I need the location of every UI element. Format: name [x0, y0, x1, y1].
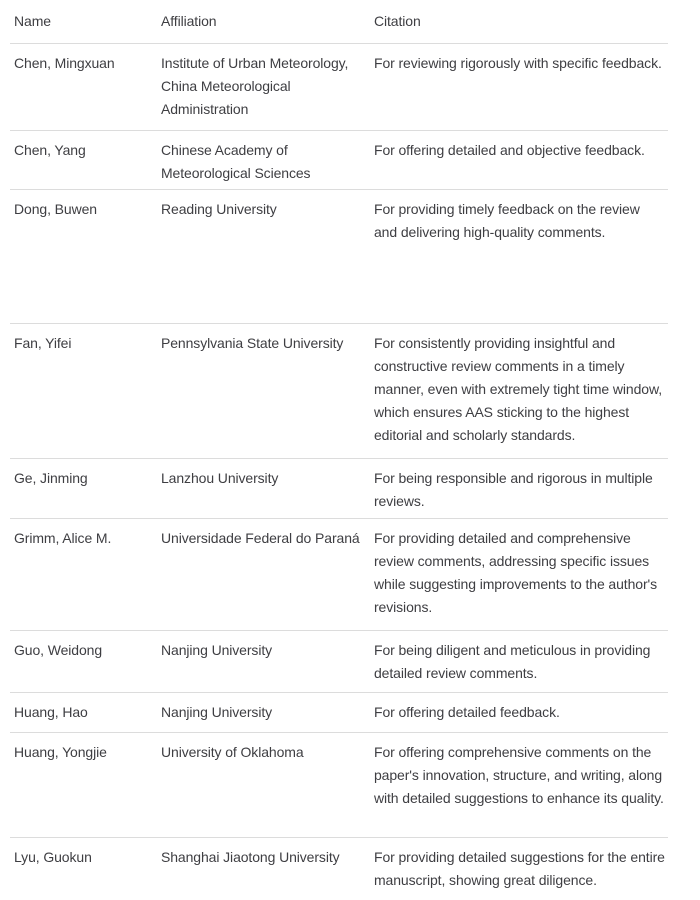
affiliation-cell: Lanzhou University — [161, 470, 279, 486]
table-row — [10, 733, 668, 838]
affiliation-cell: Institute of Urban Meteorology, China Meteorological Administration — [161, 55, 349, 117]
table-row — [10, 44, 668, 131]
citation-cell: For providing detailed and comprehensive review comments, addressing specific issues while suggesting improvements to the author's revisions. — [374, 530, 657, 615]
table-row — [10, 693, 668, 733]
name-cell: Dong, Buwen — [14, 201, 97, 217]
table-row — [10, 131, 668, 190]
affiliation-cell: Nanjing University — [161, 642, 273, 658]
citation-cell: For being responsible and rigorous in multiple reviews. — [374, 470, 653, 509]
affiliation-cell: Pennsylvania State University — [161, 335, 344, 351]
affiliation-cell: Nanjing University — [161, 704, 273, 720]
table-row — [10, 838, 668, 900]
affiliation-cell: Chinese Academy of Meteorological Sciences — [161, 142, 311, 181]
affiliation-cell: Universidade Federal do Paraná — [161, 530, 360, 546]
column-header-affiliation: Affiliation — [161, 13, 217, 29]
table-body — [10, 44, 668, 900]
table-row — [10, 519, 668, 631]
affiliation-cell: Shanghai Jiaotong University — [161, 849, 340, 865]
citation-cell: For offering comprehensive comments on the paper's innovation, structure, and writing, along with detailed suggestions to enhance its quality. — [374, 744, 664, 806]
table-header-row — [10, 0, 668, 44]
column-header-citation: Citation — [374, 13, 421, 29]
table-row — [10, 459, 668, 519]
column-header-name: Name — [14, 13, 51, 29]
reviewer-acknowledgment-table — [10, 0, 668, 900]
affiliation-cell: Reading University — [161, 201, 277, 217]
name-cell: Chen, Yang — [14, 142, 86, 158]
citation-cell: For providing detailed suggestions for the entire manuscript, showing great diligence. — [374, 849, 665, 888]
name-cell: Fan, Yifei — [14, 335, 72, 351]
name-cell: Grimm, Alice M. — [14, 530, 112, 546]
citation-cell: For reviewing rigorously with specific feedback. — [374, 55, 662, 71]
affiliation-cell: University of Oklahoma — [161, 744, 304, 760]
table-row — [10, 190, 668, 324]
table-row — [10, 631, 668, 693]
name-cell: Huang, Hao — [14, 704, 88, 720]
citation-cell: For being diligent and meticulous in providing detailed review comments. — [374, 642, 651, 681]
citation-cell: For offering detailed feedback. — [374, 704, 560, 720]
name-cell: Ge, Jinming — [14, 470, 88, 486]
citation-cell: For offering detailed and objective feedback. — [374, 142, 645, 158]
name-cell: Chen, Mingxuan — [14, 55, 115, 71]
name-cell: Lyu, Guokun — [14, 849, 92, 865]
citation-cell: For consistently providing insightful and constructive review comments in a timely manner, even with extremely tight time window, which ensures AAS sticking to the highest editorial and scholarly standards. — [374, 335, 662, 443]
name-cell: Huang, Yongjie — [14, 744, 107, 760]
table-row — [10, 324, 668, 459]
name-cell: Guo, Weidong — [14, 642, 103, 658]
citation-cell: For providing timely feedback on the review and delivering high-quality comments. — [374, 201, 640, 240]
